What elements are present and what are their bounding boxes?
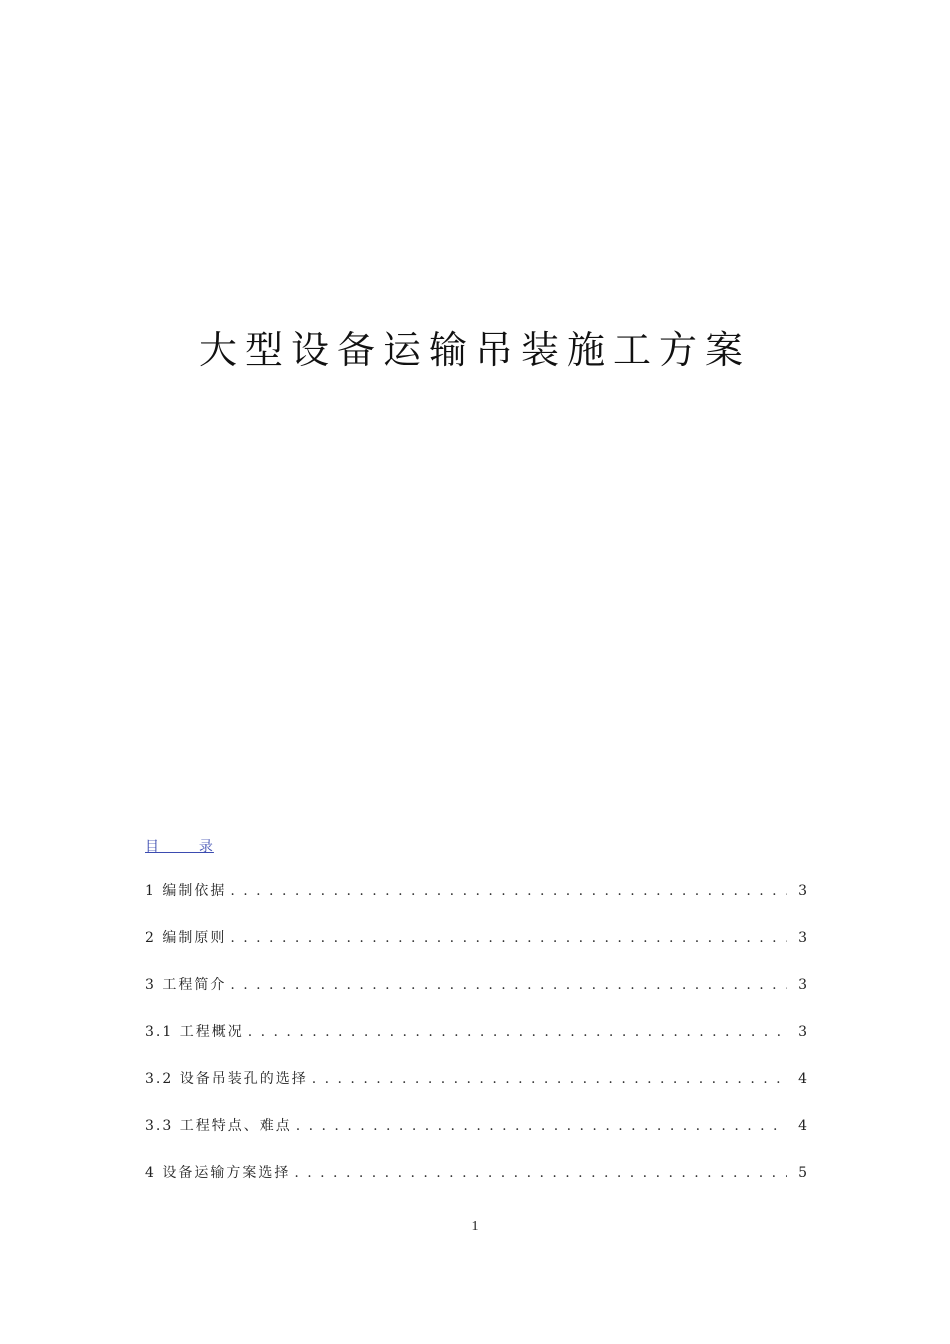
page-number: 1 bbox=[471, 1219, 479, 1234]
toc-dot-leader bbox=[230, 930, 787, 946]
toc-entry-3-1[interactable] bbox=[145, 1021, 807, 1068]
toc-entry-2[interactable] bbox=[145, 927, 807, 974]
toc-entry-3[interactable] bbox=[145, 974, 807, 1021]
toc-entry-4[interactable] bbox=[145, 1162, 807, 1209]
toc-dot-leader bbox=[296, 1118, 787, 1134]
toc-entry-3-2[interactable] bbox=[145, 1068, 807, 1115]
toc-entry-page: 5 bbox=[798, 1165, 807, 1181]
toc-entry-1[interactable] bbox=[145, 880, 807, 927]
toc-entry-label: 3 工程简介 bbox=[145, 977, 227, 993]
toc-entry-label: 2 编制原则 bbox=[145, 930, 227, 946]
toc-entry-page: 3 bbox=[798, 930, 807, 946]
toc-dot-leader bbox=[230, 883, 787, 899]
toc-entry-label: 4 设备运输方案选择 bbox=[145, 1165, 291, 1181]
toc-entry-label: 3.2 设备吊装孔的选择 bbox=[145, 1071, 308, 1087]
toc-entry-3-3[interactable] bbox=[145, 1115, 807, 1162]
toc-entry-label: 3.1 工程概况 bbox=[145, 1024, 244, 1040]
toc-dot-leader bbox=[312, 1071, 787, 1087]
toc-entry-page: 3 bbox=[798, 883, 807, 899]
toc-dot-leader bbox=[230, 977, 787, 993]
toc-heading-link[interactable]: 目 录 bbox=[145, 839, 214, 855]
toc-entry-page: 4 bbox=[798, 1071, 807, 1087]
toc-entry-label: 1 编制依据 bbox=[145, 883, 227, 899]
toc-entry-page: 3 bbox=[798, 1024, 807, 1040]
toc-entry-page: 4 bbox=[798, 1118, 807, 1134]
toc-entry-label: 3.3 工程特点、难点 bbox=[145, 1118, 292, 1134]
table-of-contents bbox=[145, 880, 807, 1209]
toc-dot-leader bbox=[294, 1165, 787, 1181]
document-title: 大型设备运输吊装施工方案 bbox=[198, 328, 751, 372]
toc-dot-leader bbox=[248, 1024, 787, 1040]
toc-entry-page: 3 bbox=[798, 977, 807, 993]
